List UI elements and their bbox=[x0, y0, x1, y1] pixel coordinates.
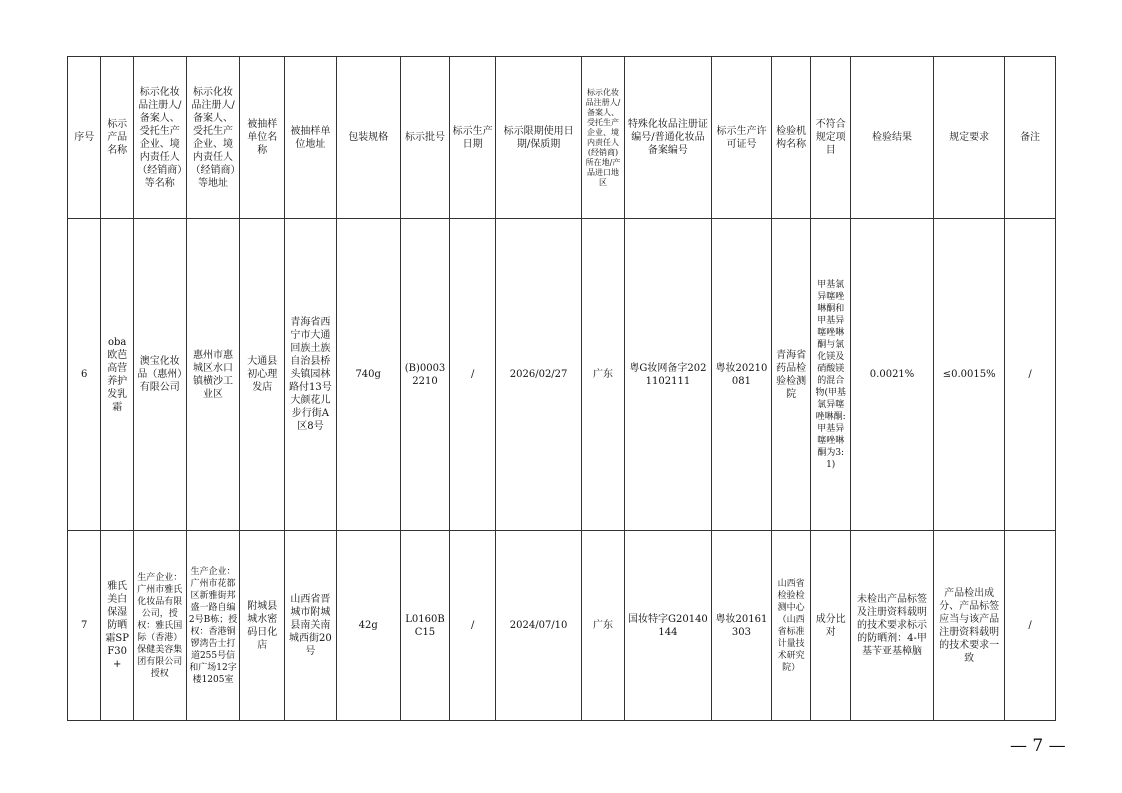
header-batch-number: 标示批号 bbox=[400, 57, 450, 219]
cell-package-spec: 42g bbox=[336, 531, 400, 721]
cell-note: / bbox=[1005, 531, 1056, 721]
cell-seq: 7 bbox=[68, 531, 101, 721]
cell-company-address: 生产企业：广州市花都区新雅街邦盛一路自编2号B栋；授权：香港铜锣湾告士打道255号信和广场12字楼1205室 bbox=[186, 531, 240, 721]
cell-expiry-date: 2024/07/10 bbox=[495, 531, 581, 721]
cell-testing-lab: 青海省药品检验检测院 bbox=[771, 219, 811, 531]
header-origin-region: 标示化妆品注册人/备案人、受托生产企业、境内责任人(经销商)所在地/产品进口地区 bbox=[582, 57, 625, 219]
header-sampled-unit: 被抽样单位名称 bbox=[240, 57, 285, 219]
header-testing-lab: 检验机构名称 bbox=[771, 57, 811, 219]
header-test-result: 检验结果 bbox=[850, 57, 933, 219]
header-product-name: 标示产品名称 bbox=[101, 57, 133, 219]
cell-origin-region: 广东 bbox=[582, 219, 625, 531]
cell-test-result: 0.0021% bbox=[850, 219, 933, 531]
header-company-address: 标示化妆品注册人/备案人、受托生产企业、境内责任人（经销商）等地址 bbox=[186, 57, 240, 219]
cell-production-date: / bbox=[450, 531, 496, 721]
cell-company-name: 生产企业：广州市雅氏化妆品有限公司，授权：雅氏国际（香港）保健美容集团有限公司授权 bbox=[133, 531, 186, 721]
cell-record-number: 粤G妆网备字2021102111 bbox=[624, 219, 711, 531]
header-package-spec: 包装规格 bbox=[336, 57, 400, 219]
cell-requirement: 产品检出成分、产品标签应当与该产品注册资料载明的技术要求一致 bbox=[934, 531, 1005, 721]
cell-production-license: 粤妆20210081 bbox=[712, 219, 772, 531]
table-row bbox=[68, 531, 1056, 721]
header-failed-item: 不符合规定项目 bbox=[811, 57, 851, 219]
inspection-results-table bbox=[67, 56, 1056, 721]
cell-batch-number: L0160BC15 bbox=[400, 531, 450, 721]
cell-note: / bbox=[1005, 219, 1056, 531]
header-expiry-date: 标示限期使用日期/保质期 bbox=[495, 57, 581, 219]
cell-test-result: 未检出产品标签及注册资料载明的技术要求标示的防晒剂：4-甲基苄亚基樟脑 bbox=[850, 531, 933, 721]
cell-sampled-address: 青海省西宁市大通回族土族自治县桥头镇园林路付13号大颜花儿步行街A区8号 bbox=[285, 219, 337, 531]
cell-record-number: 国妆特字G20140144 bbox=[624, 531, 711, 721]
cell-testing-lab: 山西省检验检测中心（山西省标准计量技术研究院） bbox=[771, 531, 811, 721]
table-header-row bbox=[68, 57, 1056, 219]
header-record-number: 特殊化妆品注册证编号/普通化妆品备案编号 bbox=[624, 57, 711, 219]
cell-requirement: ≤0.0015% bbox=[934, 219, 1005, 531]
cell-failed-item: 甲基氯异噻唑啉酮和甲基异噻唑啉酮与氯化镁及硝酸镁的混合物(甲基氯异噻唑啉酮:甲基异噻唑啉酮为3:1) bbox=[811, 219, 851, 531]
cell-failed-item: 成分比对 bbox=[811, 531, 851, 721]
header-company-name: 标示化妆品注册人/备案人、受托生产企业、境内责任人（经销商）等名称 bbox=[133, 57, 186, 219]
cell-sampled-address: 山西省晋城市附城县南关南城西街20号 bbox=[285, 531, 337, 721]
cell-product-name: oba欧芭高营养护发乳霜 bbox=[101, 219, 133, 531]
header-seq: 序号 bbox=[68, 57, 101, 219]
header-sampled-address: 被抽样单位地址 bbox=[285, 57, 337, 219]
cell-production-license: 粤妆20161303 bbox=[712, 531, 772, 721]
cell-package-spec: 740g bbox=[336, 219, 400, 531]
cell-production-date: / bbox=[450, 219, 496, 531]
header-requirement: 规定要求 bbox=[934, 57, 1005, 219]
cell-sampled-unit: 大通县初心理发店 bbox=[240, 219, 285, 531]
table-row bbox=[68, 219, 1056, 531]
header-note: 备注 bbox=[1005, 57, 1056, 219]
cell-company-name: 澳宝化妆品（惠州）有限公司 bbox=[133, 219, 186, 531]
cell-origin-region: 广东 bbox=[582, 531, 625, 721]
cell-expiry-date: 2026/02/27 bbox=[495, 219, 581, 531]
cell-company-address: 惠州市惠城区水口镇横沙工业区 bbox=[186, 219, 240, 531]
header-production-license: 标示生产许可证号 bbox=[712, 57, 772, 219]
page-number: — 7 — bbox=[1010, 736, 1066, 756]
cell-batch-number: (B)00032210 bbox=[400, 219, 450, 531]
cell-seq: 6 bbox=[68, 219, 101, 531]
cell-sampled-unit: 附城县城水密码日化店 bbox=[240, 531, 285, 721]
header-production-date: 标示生产日期 bbox=[450, 57, 496, 219]
cell-product-name: 雅氏美白保湿防晒霜SPF30+ bbox=[101, 531, 133, 721]
